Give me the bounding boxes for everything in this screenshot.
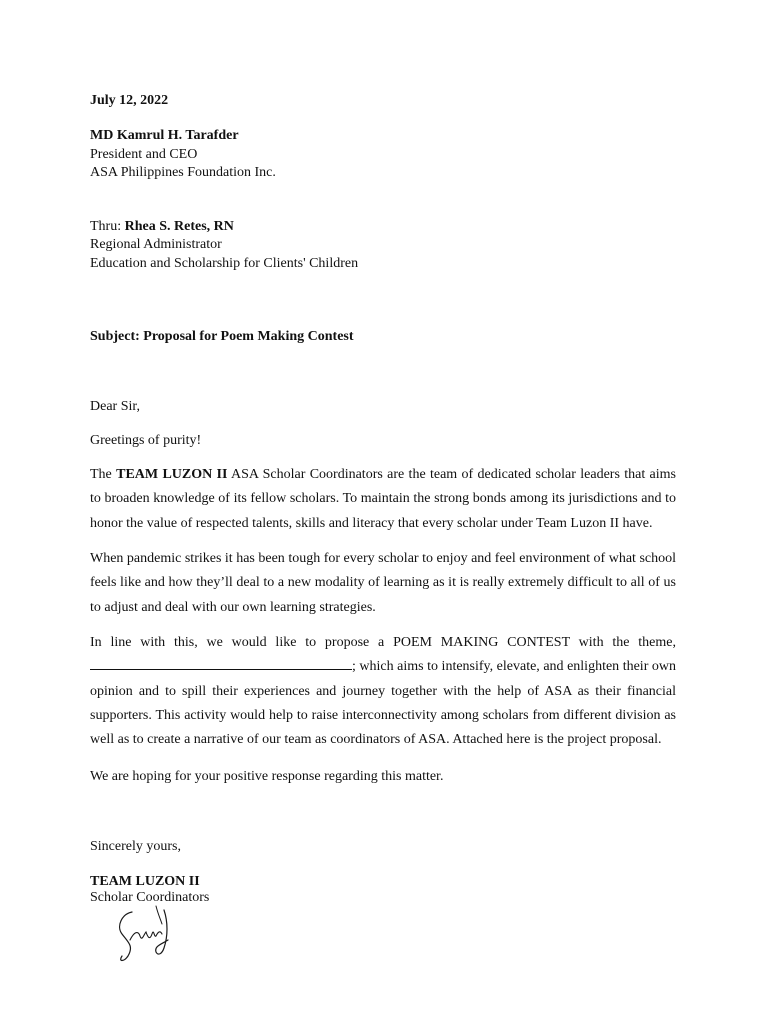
- theme-blank-line: [90, 657, 352, 670]
- p3-start: In line with this, we would like to propose a POEM MAKING CONTEST with the theme,: [90, 635, 676, 650]
- recipient-organization: ASA Philippines Foundation Inc.: [90, 165, 276, 180]
- body-paragraph-2: When pandemic strikes it has been tough for every scholar to enjoy and feel environment of what school feels like and how they’ll deal to a new modality of learning as it is really extremely difficult to all of us to adjust and deal with our own learning strategies.: [90, 551, 676, 615]
- p1-start: The: [90, 467, 117, 482]
- closing: Sincerely yours,: [90, 839, 181, 854]
- signatory-title: Scholar Coordinators: [90, 890, 210, 905]
- p3-rest: ; which aims to intensify, elevate, and enlighten their own opinion and to spill their experiences and journey together with the help of ASA as their financial supporters. This activity would help to raise interconnectivity among scholars from different division as well as to create a narrative of our team as coordinators of ASA. Attached here is the project proposal.: [90, 659, 676, 748]
- p1-team-name: TEAM LUZON II: [116, 467, 228, 482]
- thru-department: Education and Scholarship for Clients' Children: [90, 256, 359, 271]
- signatory-name: TEAM LUZON II: [90, 874, 200, 889]
- thru-name: Rhea S. Retes, RN: [124, 219, 234, 234]
- body-paragraph-1: [90, 463, 676, 536]
- body-paragraph-4: We are hoping for your positive response regarding this matter.: [90, 769, 444, 784]
- handwritten-signature: [110, 900, 180, 966]
- thru-title: Regional Administrator: [90, 237, 222, 252]
- letter-date: July 12, 2022: [90, 93, 169, 108]
- thru-line: [90, 218, 234, 236]
- recipient-title: President and CEO: [90, 147, 198, 162]
- thru-prefix: Thru:: [90, 219, 125, 234]
- letter-subject: Subject: Proposal for Poem Making Contest: [90, 329, 354, 344]
- p1-rest: ASA Scholar Coordinators are the team of dedicated scholar leaders that aims to broaden knowledge of its fellow scholars. To maintain the strong bonds among its jurisdictions and to honor the value of respected talents, skills and literacy that every scholar under Team Luzon II have.: [90, 467, 677, 531]
- recipient-name: MD Kamrul H. Tarafder: [90, 128, 239, 143]
- body-paragraph-3: [90, 631, 676, 752]
- greeting: Greetings of purity!: [90, 433, 202, 448]
- salutation: Dear Sir,: [90, 399, 140, 414]
